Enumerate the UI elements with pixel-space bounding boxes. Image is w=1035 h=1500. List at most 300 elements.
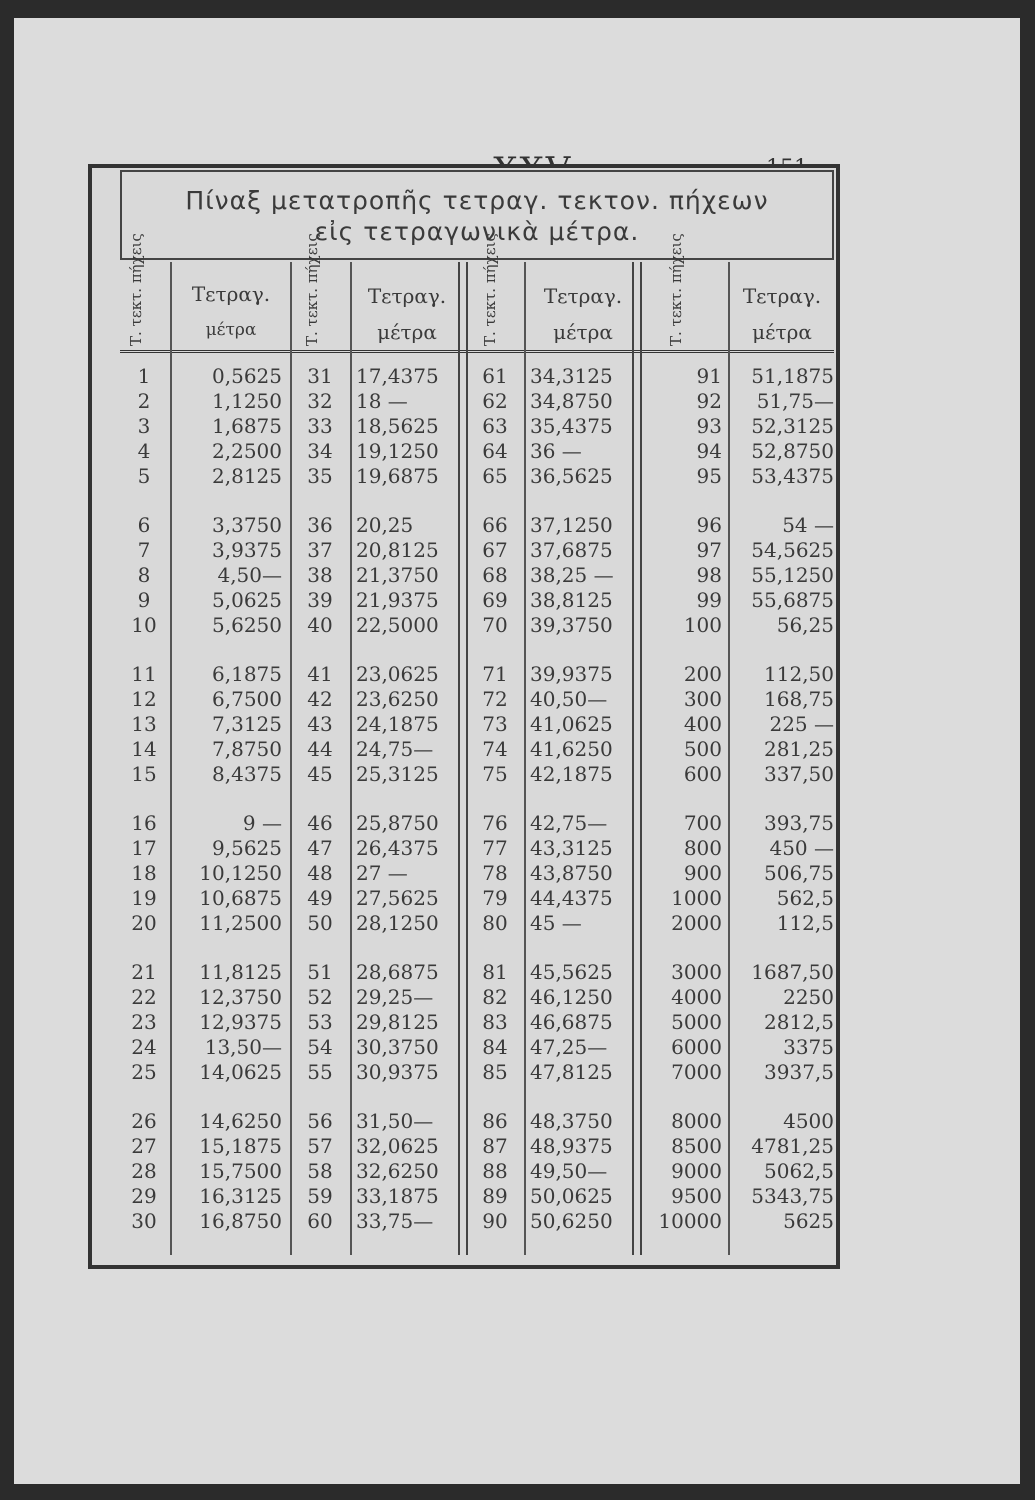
cubits-cell: 86 [482,1109,508,1133]
cubits-cell: 73 [482,712,508,736]
meters-cell: 112,5 [776,911,834,935]
meters-cell: 50,0625 [530,1184,613,1208]
cubits-cell: 99 [696,588,722,612]
book-page [14,18,1020,1484]
meters-cell: 45,5625 [530,960,613,984]
meters-cell: 5,6250 [212,613,282,637]
cubits-cell: 33 [307,414,333,438]
meters-cell: 19,1250 [356,439,439,463]
row-group-gap [530,638,630,662]
meters-cell: 42,75— [530,811,608,835]
cubits-cell: 19 [131,886,157,910]
cubits-cell: 18 [131,861,157,885]
cubits-cell: 93 [696,414,722,438]
cubits-cell: 9500 [671,1184,722,1208]
cubits-column-2 [294,364,346,1234]
meters-cell: 43,8750 [530,861,613,885]
row-group-gap [644,638,722,662]
cubits-cell: 37 [307,538,333,562]
row-group-gap [176,638,282,662]
meters-cell: 15,7500 [199,1159,282,1183]
row-group-gap [530,936,630,960]
column-rule [170,262,172,1255]
meters-cell: 1687,50 [751,960,834,984]
cubits-cell: 59 [307,1184,333,1208]
meters-cell: 20,8125 [356,538,439,562]
meters-cell: 30,9375 [356,1060,439,1084]
meters-cell: 2,8125 [212,464,282,488]
cubits-cell: 47 [307,836,333,860]
meters-header-2: Τετραγ. μέτρα [367,284,447,344]
meters-column-3 [530,364,630,1234]
cubits-cell: 4 [137,439,151,463]
cubits-cell: 69 [482,588,508,612]
row-group-gap [470,638,520,662]
column-rule [728,262,730,1255]
cubits-cell: 30 [131,1209,157,1233]
meters-cell: 21,3750 [356,563,439,587]
meters-cell: 24,75— [356,737,434,761]
cubits-cell: 2 [137,389,151,413]
row-group-gap [530,489,630,513]
cubits-cell: 29 [131,1184,157,1208]
cubits-cell: 77 [482,836,508,860]
meters-cell: 31,50— [356,1109,434,1133]
meters-cell: 39,9375 [530,662,613,686]
cubits-header-3: Τ. τεκτ. πήχεις [481,233,499,346]
cubits-cell: 27 [131,1134,157,1158]
meters-cell: 11,8125 [199,960,282,984]
row-group-gap [644,1085,722,1109]
meters-cell: 35,4375 [530,414,613,438]
cubits-header-1: Τ. τεκτ. πήχεις [127,233,145,346]
row-group-gap [294,1085,346,1109]
meters-cell: 47,8125 [530,1060,613,1084]
meters-cell: 28,6875 [356,960,439,984]
cubits-cell: 400 [683,712,722,736]
cubits-cell: 20 [131,911,157,935]
meters-cell: 2,2500 [212,439,282,463]
cubits-cell: 91 [696,364,722,388]
meters-cell: 38,25 — [530,563,614,587]
meters-cell: 32,0625 [356,1134,439,1158]
row-group-gap [356,638,456,662]
meters-cell: 23,0625 [356,662,439,686]
meters-cell: 37,6875 [530,538,613,562]
meters-cell: 13,50— [204,1035,282,1059]
row-group-gap [356,787,456,811]
meters-cell: 7,8750 [212,737,282,761]
meters-cell: 393,75 [764,811,834,835]
cubits-cell: 2000 [671,911,722,935]
meters-cell: 50,6250 [530,1209,613,1233]
table-title-line-2: εἰς τετραγωνικὰ μέτρα. [314,217,640,246]
meters-cell: 29,8125 [356,1010,439,1034]
meters-cell: 6,1875 [212,662,282,686]
cubits-cell: 62 [482,389,508,413]
meters-cell: 20,25 [356,513,414,537]
meters-cell: 1,1250 [212,389,282,413]
row-group-gap [470,936,520,960]
cubits-cell: 54 [307,1035,333,1059]
meters-cell: 34,3125 [530,364,613,388]
cubits-header-2: Τ. τεκτ. πήχεις [303,233,321,346]
meters-cell: 52,8750 [751,439,834,463]
meters-cell: 24,1875 [356,712,439,736]
cubits-cell: 8500 [671,1134,722,1158]
cubits-cell: 26 [131,1109,157,1133]
meters-cell: 19,6875 [356,464,439,488]
cubits-cell: 58 [307,1159,333,1183]
meters-cell: 1,6875 [212,414,282,438]
meters-cell: 9,5625 [212,836,282,860]
row-group-gap [356,936,456,960]
cubits-column-1 [122,364,166,1234]
meters-cell: 45 — [530,911,582,935]
meters-cell: 3937,5 [764,1060,834,1084]
meters-cell: 225 — [769,712,834,736]
cubits-cell: 94 [696,439,722,463]
meters-cell: 51,1875 [751,364,834,388]
meters-cell: 14,6250 [199,1109,282,1133]
cubits-cell: 38 [307,563,333,587]
meters-cell: 4500 [783,1109,834,1133]
meters-cell: 3375 [783,1035,834,1059]
cubits-cell: 800 [683,836,722,860]
cubits-cell: 55 [307,1060,333,1084]
cubits-cell: 51 [307,960,333,984]
cubits-cell: 45 [307,762,333,786]
cubits-cell: 57 [307,1134,333,1158]
meters-cell: 51,75— [756,389,834,413]
meters-cell: 37,1250 [530,513,613,537]
cubits-cell: 78 [482,861,508,885]
cubits-cell: 76 [482,811,508,835]
row-group-gap [176,936,282,960]
meters-cell: 33,1875 [356,1184,439,1208]
meters-cell: 4,50— [217,563,282,587]
cubits-cell: 85 [482,1060,508,1084]
cubits-column-4 [644,364,722,1234]
row-group-gap [122,638,166,662]
meters-cell: 5,0625 [212,588,282,612]
meters-cell: 48,9375 [530,1134,613,1158]
meters-cell: 36,5625 [530,464,613,488]
meters-column-2 [356,364,456,1234]
cubits-cell: 21 [131,960,157,984]
cubits-cell: 9000 [671,1159,722,1183]
meters-cell: 10,6875 [199,886,282,910]
row-group-gap [294,489,346,513]
cubits-cell: 88 [482,1159,508,1183]
cubits-cell: 53 [307,1010,333,1034]
cubits-cell: 8 [137,563,151,587]
meters-cell: 4781,25 [751,1134,834,1158]
meters-cell: 46,1250 [530,985,613,1009]
meters-cell: 12,3750 [199,985,282,1009]
cubits-cell: 13 [131,712,157,736]
meters-cell: 40,50— [530,687,608,711]
cubits-cell: 4000 [671,985,722,1009]
meters-cell: 41,6250 [530,737,613,761]
row-group-gap [294,936,346,960]
cubits-cell: 63 [482,414,508,438]
cubits-cell: 500 [683,737,722,761]
meters-column-4 [732,364,834,1234]
cubits-cell: 80 [482,911,508,935]
row-group-gap [122,936,166,960]
cubits-cell: 48 [307,861,333,885]
meters-cell: 337,50 [764,762,834,786]
row-group-gap [732,787,834,811]
cubits-cell: 71 [482,662,508,686]
cubits-cell: 39 [307,588,333,612]
cubits-cell: 46 [307,811,333,835]
cubits-cell: 11 [131,662,157,686]
meters-cell: 25,3125 [356,762,439,786]
meters-cell: 18 — [356,389,408,413]
row-group-gap [294,638,346,662]
meters-cell: 26,4375 [356,836,439,860]
cubits-cell: 6 [137,513,151,537]
meters-cell: 5625 [783,1209,834,1233]
row-group-gap [176,1085,282,1109]
column-double-rule [632,262,642,1255]
meters-cell: 54,5625 [751,538,834,562]
table-title [120,170,834,260]
cubits-cell: 67 [482,538,508,562]
cubits-cell: 700 [683,811,722,835]
conversion-table [88,164,840,1269]
meters-cell: 30,3750 [356,1035,439,1059]
meters-cell: 22,5000 [356,613,439,637]
cubits-cell: 36 [307,513,333,537]
meters-cell: 15,1875 [199,1134,282,1158]
meters-cell: 39,3750 [530,613,613,637]
cubits-cell: 98 [696,563,722,587]
table-title-line-1: Πίναξ μετατροπῆς τετραγ. τεκτον. πήχεων [185,186,769,215]
meters-cell: 52,3125 [751,414,834,438]
meters-cell: 17,4375 [356,364,439,388]
meters-cell: 54 — [782,513,834,537]
cubits-cell: 5000 [671,1010,722,1034]
meters-cell: 53,4375 [751,464,834,488]
cubits-cell: 900 [683,861,722,885]
cubits-cell: 92 [696,389,722,413]
cubits-cell: 61 [482,364,508,388]
cubits-cell: 200 [683,662,722,686]
cubits-cell: 84 [482,1035,508,1059]
meters-cell: 11,2500 [199,911,282,935]
cubits-cell: 600 [683,762,722,786]
cubits-column-3 [470,364,520,1234]
meters-cell: 23,6250 [356,687,439,711]
meters-cell: 506,75 [764,861,834,885]
row-group-gap [176,489,282,513]
cubits-cell: 300 [683,687,722,711]
cubits-cell: 43 [307,712,333,736]
cubits-cell: 7 [137,538,151,562]
meters-cell: 55,1250 [751,563,834,587]
cubits-cell: 17 [131,836,157,860]
cubits-cell: 97 [696,538,722,562]
cubits-cell: 66 [482,513,508,537]
cubits-cell: 56 [307,1109,333,1133]
row-group-gap [732,638,834,662]
cubits-cell: 79 [482,886,508,910]
cubits-cell: 5 [137,464,151,488]
meters-cell: 112,50 [764,662,834,686]
cubits-cell: 1000 [671,886,722,910]
meters-cell: 12,9375 [199,1010,282,1034]
row-group-gap [732,936,834,960]
cubits-cell: 40 [307,613,333,637]
cubits-cell: 50 [307,911,333,935]
meters-cell: 55,6875 [751,588,834,612]
cubits-cell: 74 [482,737,508,761]
meters-cell: 42,1875 [530,762,613,786]
cubits-cell: 100 [683,613,722,637]
cubits-cell: 95 [696,464,722,488]
row-group-gap [530,1085,630,1109]
meters-cell: 10,1250 [199,861,282,885]
cubits-cell: 41 [307,662,333,686]
cubits-cell: 35 [307,464,333,488]
meters-cell: 9 — [242,811,282,835]
meters-cell: 7,3125 [212,712,282,736]
cubits-cell: 70 [482,613,508,637]
cubits-cell: 32 [307,389,333,413]
row-group-gap [644,489,722,513]
cubits-cell: 16 [131,811,157,835]
cubits-cell: 75 [482,762,508,786]
meters-header-4: Τετραγ. μέτρα [742,284,822,344]
meters-cell: 3,3750 [212,513,282,537]
meters-cell: 8,4375 [212,762,282,786]
row-group-gap [122,787,166,811]
meters-cell: 21,9375 [356,588,439,612]
cubits-cell: 1 [137,364,151,388]
column-rule [290,262,292,1255]
cubits-cell: 60 [307,1209,333,1233]
cubits-cell: 42 [307,687,333,711]
cubits-cell: 34 [307,439,333,463]
meters-cell: 14,0625 [199,1060,282,1084]
meters-cell: 3,9375 [212,538,282,562]
meters-cell: 41,0625 [530,712,613,736]
cubits-cell: 44 [307,737,333,761]
row-group-gap [644,787,722,811]
meters-cell: 25,8750 [356,811,439,835]
meters-cell: 47,25— [530,1035,608,1059]
row-group-gap [644,936,722,960]
row-group-gap [356,1085,456,1109]
meters-header-3: Τετραγ. μέτρα [543,284,623,344]
cubits-cell: 23 [131,1010,157,1034]
cubits-cell: 12 [131,687,157,711]
cubits-cell: 6000 [671,1035,722,1059]
cubits-cell: 68 [482,563,508,587]
cubits-cell: 3 [137,414,151,438]
meters-cell: 56,25 [776,613,834,637]
cubits-cell: 10000 [658,1209,722,1233]
meters-cell: 48,3750 [530,1109,613,1133]
meters-cell: 43,3125 [530,836,613,860]
row-group-gap [122,1085,166,1109]
cubits-cell: 82 [482,985,508,1009]
meters-cell: 5343,75 [751,1184,834,1208]
meters-cell: 18,5625 [356,414,439,438]
meters-column-1 [176,364,282,1234]
column-headers [120,233,834,353]
cubits-header-4: Τ. τεκτ. πήχεις [667,233,685,346]
cubits-cell: 96 [696,513,722,537]
row-group-gap [732,1085,834,1109]
cubits-cell: 72 [482,687,508,711]
column-double-rule [458,262,468,1255]
cubits-cell: 15 [131,762,157,786]
meters-cell: 168,75 [764,687,834,711]
meters-cell: 44,4375 [530,886,613,910]
cubits-cell: 22 [131,985,157,1009]
cubits-cell: 64 [482,439,508,463]
meters-cell: 6,7500 [212,687,282,711]
meters-cell: 32,6250 [356,1159,439,1183]
row-group-gap [176,787,282,811]
column-rule [350,262,352,1255]
meters-cell: 27 — [356,861,408,885]
cubits-cell: 24 [131,1035,157,1059]
meters-cell: 28,1250 [356,911,439,935]
meters-cell: 2250 [783,985,834,1009]
cubits-cell: 3000 [671,960,722,984]
cubits-cell: 31 [307,364,333,388]
meters-cell: 450 — [769,836,834,860]
meters-cell: 0,5625 [212,364,282,388]
cubits-cell: 8000 [671,1109,722,1133]
meters-cell: 281,25 [764,737,834,761]
cubits-cell: 25 [131,1060,157,1084]
cubits-cell: 52 [307,985,333,1009]
row-group-gap [732,489,834,513]
column-rule [524,262,526,1255]
cubits-cell: 10 [131,613,157,637]
meters-cell: 33,75— [356,1209,434,1233]
cubits-cell: 89 [482,1184,508,1208]
meters-header-1: Τετραγ. μέτρα [191,282,271,340]
row-group-gap [356,489,456,513]
meters-cell: 38,8125 [530,588,613,612]
meters-cell: 16,3125 [199,1184,282,1208]
cubits-cell: 87 [482,1134,508,1158]
cubits-cell: 7000 [671,1060,722,1084]
cubits-cell: 28 [131,1159,157,1183]
cubits-cell: 65 [482,464,508,488]
cubits-cell: 90 [482,1209,508,1233]
row-group-gap [470,787,520,811]
meters-cell: 27,5625 [356,886,439,910]
meters-cell: 46,6875 [530,1010,613,1034]
cubits-cell: 9 [137,588,151,612]
cubits-cell: 14 [131,737,157,761]
row-group-gap [470,1085,520,1109]
row-group-gap [294,787,346,811]
row-group-gap [530,787,630,811]
row-group-gap [122,489,166,513]
meters-cell: 5062,5 [764,1159,834,1183]
cubits-cell: 49 [307,886,333,910]
meters-cell: 562,5 [776,886,834,910]
